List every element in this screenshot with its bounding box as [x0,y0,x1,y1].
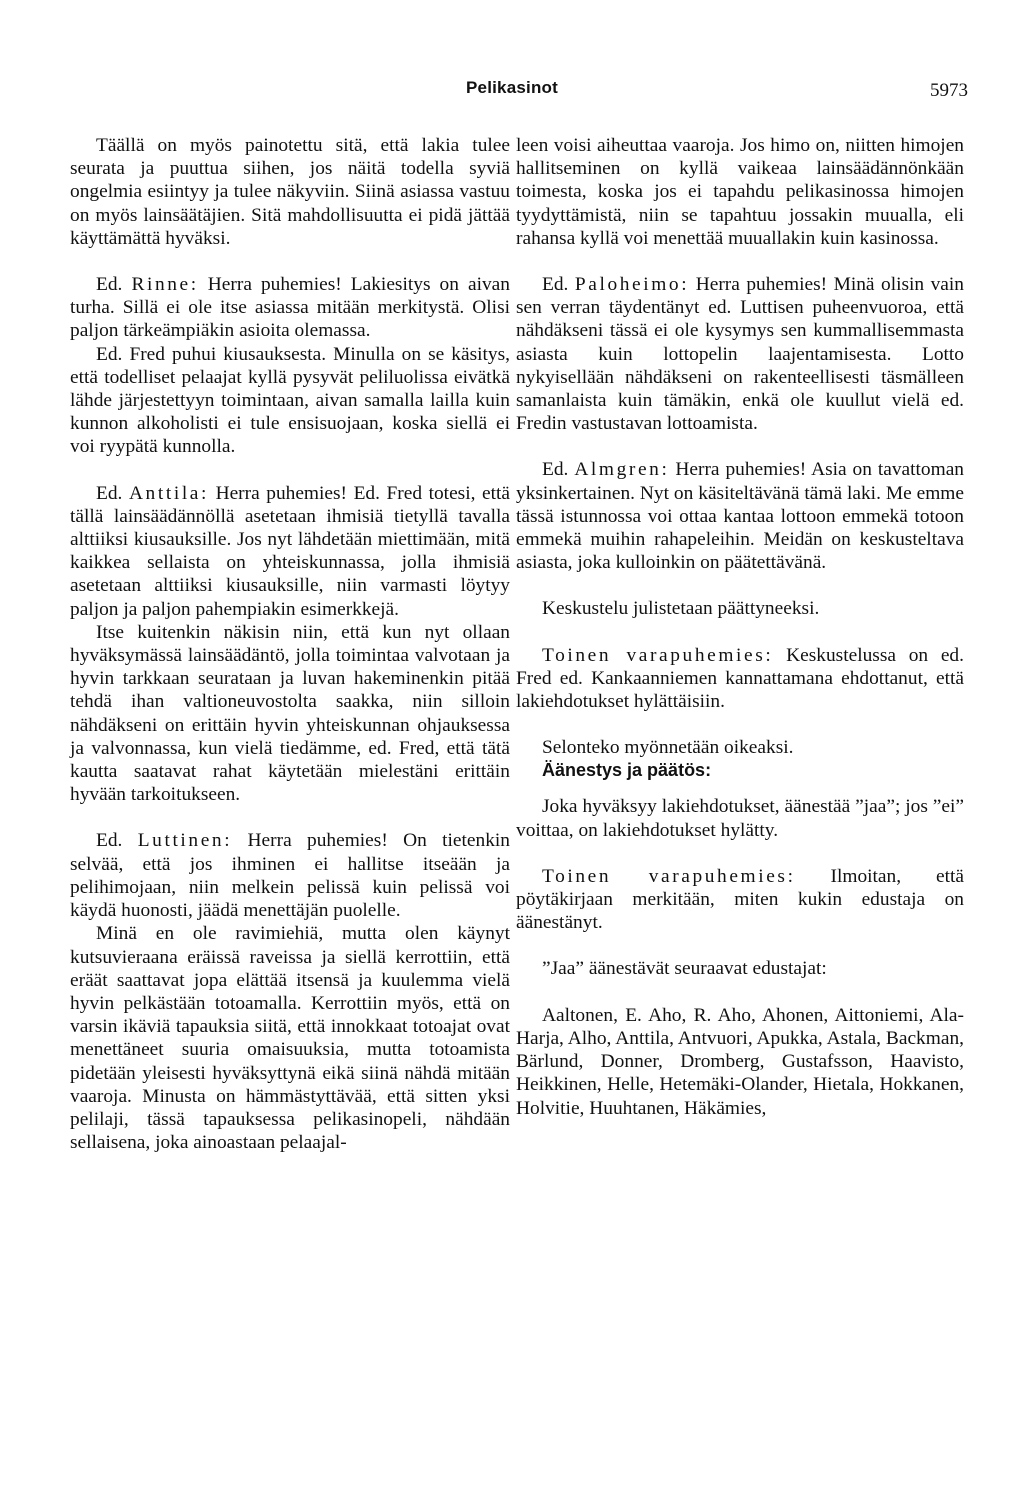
speech-text: Herra puhemies! Lakiesitys on aivan turha. Sillä ei ole itse asiassa mitään merkitystä. Olisi paljon tärkeämpiäkin asioita olemassa. [70,274,510,342]
paragraph-report-approved: Selonteko myönnetään oikeaksi. [542,737,794,759]
speaker-name: Toinen varapuhemies: [542,644,774,666]
speech-text: Ilmoitan, että pöytäkirjaan merkitään, miten kukin edustaja on äänestänyt. [516,865,964,934]
speech-text: Keskustelussa on ed. Fred ed. Kankaanniemen kannattamana ehdottanut, että lakiehdotukset hylättäisiin. [516,644,964,713]
speech-almgren [516,458,964,574]
paragraph-continued: leen voisi aiheuttaa vaaroja. Jos himo on, niitten himojen hallitseminen on kyllä vaikeaa lainsäädännönkään toimesta, koska jos ei tapahdu pelikasinossa himojen tyydyttämistä, niin se tapahtuu jossakin muualla, eli rahansa kyllä voi menettää muuallakin kuin kasinossa. [516,135,964,249]
speech-anttila [70,482,510,621]
page-header [0,78,1024,102]
section-heading: Äänestys ja päätös: [542,760,712,781]
speech-text: Herra puhemies! Minä olisin vain sen verran täydentänyt ed. Luttisen puheenvuoroa, että nähdäkseni tässä ei ole kysymys sen kummallisemmasta asiasta kuin lottopelin laajentamisesta. Lotto nykyisellään nähdäkseni on rakenteellisesti täsmälleen samanlaista kuin tämäkin, enkä ole kuullut vielä ed. Fredin vastustavan lottoamista. [516,274,964,435]
speaker-name: Rinne: [131,274,199,296]
speech-rinne [70,273,510,343]
paragraph: Täällä on myös painotettu sitä, että lakia tulee seurata ja puuttua siihen, jos näitä todella syviä ongelmia esiintyy ja tulee näkyviin. Siinä asiassa vastuu on myös lainsäätäjien. Sitä mahdollisuutta ei pidä jättää käyttämättä hyväksi. [70,135,510,249]
speech-paloheimo [516,273,964,435]
paragraph: Ed. Fred puhui kiusauksesta. Minulla on se käsitys, että todelliset pelaajat kyllä pysyvät peliluolissa eivätkä lähde järjestettyyn toimintaan, aivan samalla lailla kuin kunnon alkoholisti ei tule ensisuojaan, koska siellä ei voi ryypätä kunnolla. [70,343,510,458]
speaker-name: Almgren: [574,459,670,481]
speaker-name: Paloheimo: [574,274,690,296]
paragraph-yes-voters-intro: ”Jaa” äänestävät seuraavat edustajat: [542,958,827,980]
speech-prefix: Ed. [96,830,123,852]
speaker-name: Luttinen: [137,830,233,852]
speech-text: Herra puhemies! Asia on tavattoman yksinkertainen. Nyt on käsiteltävänä tämä laki. Me emme tässä istunnossa voi ottaa kantaa lottoon emmekä totoon emmekä muihin rahapeleihin. Meidän on keskusteltava asiasta, joka kulloinkin on päätettävänä. [516,459,964,574]
paragraph-yes-voters-list: Aaltonen, E. Aho, R. Aho, Ahonen, Aittoniemi, Ala-Harja, Alho, Anttila, Antvuori, Apukka, Astala, Backman, Bärlund, Donner, Dromberg, Gustafsson, Haavisto, Heikkinen, Helle, Hetemäki-Olander, Hietala, Hokkanen, Holvitie, Huuhtanen, Häkämies, [516,1004,964,1119]
paragraph-closing-debate: Keskustelu julistetaan päättyneeksi. [542,598,820,620]
running-title: Pelikasinot [466,78,558,97]
paragraph: Minä en ole ravimiehiä, mutta olen käynyt kutsuvieraana eräissä raveissa ja siellä kerrottiin, että eräät saattavat jopa elättää itsensä ja kuulemma vielä hyvin pelkästään totoamalla. Kerrottiin myös, että on varsin ikäviä tapauksia siitä, että innokkaat totoajat ovat menettäneet suuria omaisuuksia, mutta totoamista pidetään yleisesti hyväksyttynä eikä siinä nähdä mitään vaaroja. Minusta on hämmästyttävää, että sitten yksi pelilaji, tässä tapauksessa pelikasinopeli, nähdään sellaisena, joka ainoastaan pelaajal- [70,923,510,1154]
paragraph-vote-instruction: Joka hyväksyy lakiehdotukset, äänestää ”jaa”; jos ”ei” voittaa, on lakiehdotukset hylätty. [516,796,964,841]
speech-text: Herra puhemies! On tietenkin selvää, että jos ihminen ei hallitse itseään ja pelihimojaan, niin melkein pelissä kuin pelissä voi käydä huonosti, jäädä menettäjän puolelle. [70,830,510,922]
speech-prefix: Ed. [96,482,123,504]
speech-prefix: Ed. [542,274,569,296]
speaker-name: Anttila: [128,482,209,504]
page-number: 5973 [930,80,968,101]
left-column [70,134,510,1154]
speech-prefix: Ed. [96,274,123,296]
speech-deputy-speaker [516,644,964,714]
paragraph: Itse kuitenkin näkisin niin, että kun nyt ollaan hyväksymässä lainsäädäntö, jolla toimintaa valvotaan ja hyvin tarkkaan seurataan ja luvan hakeminenkin pitää tehdä ihan valtioneuvostolta saakka, niin silloin nähdäkseni on erittäin hyvin yhteiskunnan ohjauksessa ja valvonnassa, kun vielä tiedämme, ed. Fred, että tätä kautta saatavat rahat käytetään mielestäni erittäin hyvään tarkoitukseen. [70,621,510,806]
speech-text: Herra puhemies! Ed. Fred totesi, että tällä lainsäädännöllä asetetaan ihmisiä tietyllä tavalla alttiiksi kiusauksille. Jos nyt lähdetään miettimään, mitä kaikkea sellaista on yhteiskunnassa, jolla ihmisiä asetetaan alttiiksi kiusauksille, niin varmasti löytyy paljon ja paljon pahempiakin esimerkkejä. [70,482,510,620]
right-column [516,134,964,1120]
speech-prefix: Ed. [542,459,569,481]
speaker-name: Toinen varapuhemies: [542,865,796,887]
speech-deputy-speaker-2 [516,865,964,935]
speech-luttinen [70,829,510,922]
